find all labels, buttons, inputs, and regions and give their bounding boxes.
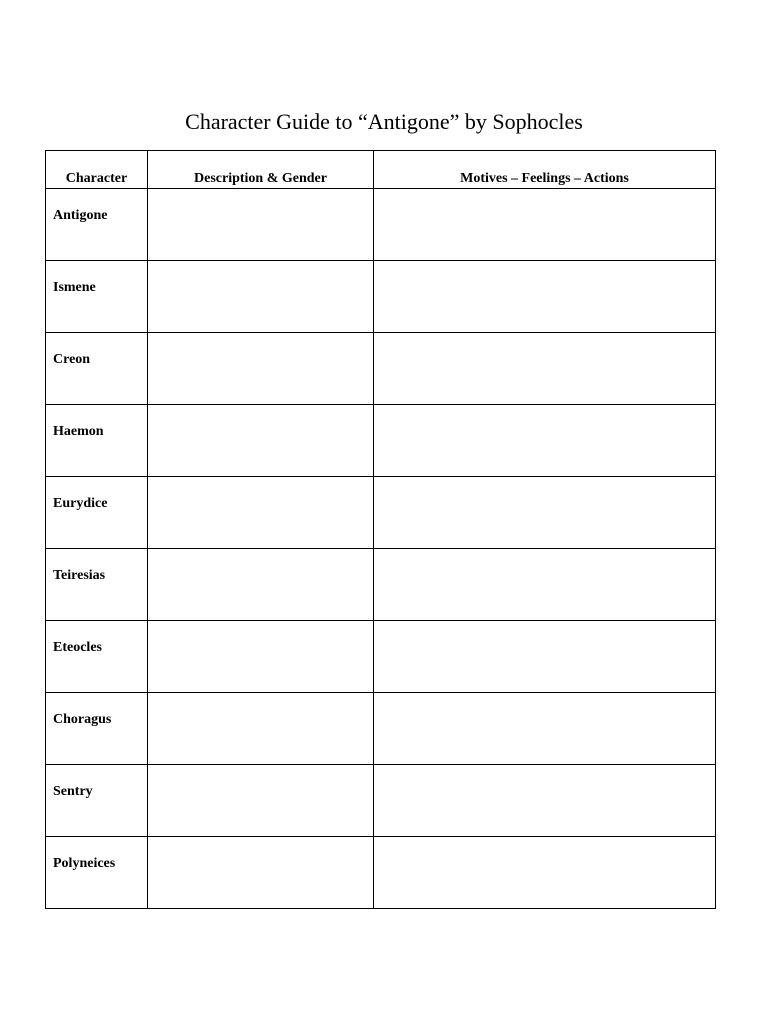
character-guide-table [45, 150, 716, 909]
character-name-cell: Eteocles [46, 621, 148, 693]
description-cell[interactable] [148, 837, 374, 909]
motives-cell[interactable] [374, 477, 716, 549]
motives-cell[interactable] [374, 405, 716, 477]
description-cell[interactable] [148, 621, 374, 693]
character-name-cell: Sentry [46, 765, 148, 837]
table-header-row [46, 151, 716, 189]
character-name-cell: Choragus [46, 693, 148, 765]
table-row [46, 333, 716, 405]
header-motives-feelings-actions: Motives – Feelings – Actions [374, 151, 716, 189]
header-character: Character [46, 151, 148, 189]
table-row [46, 405, 716, 477]
motives-cell[interactable] [374, 333, 716, 405]
page-title: Character Guide to “Antigone” by Sophocles [185, 109, 583, 134]
table-row [46, 837, 716, 909]
motives-cell[interactable] [374, 837, 716, 909]
character-name-cell: Antigone [46, 189, 148, 261]
description-cell[interactable] [148, 333, 374, 405]
character-name-cell: Eurydice [46, 477, 148, 549]
description-cell[interactable] [148, 477, 374, 549]
motives-cell[interactable] [374, 261, 716, 333]
motives-cell[interactable] [374, 549, 716, 621]
character-name-cell: Polyneices [46, 837, 148, 909]
description-cell[interactable] [148, 405, 374, 477]
table-row [46, 189, 716, 261]
character-name-cell: Haemon [46, 405, 148, 477]
table-row [46, 261, 716, 333]
table-row [46, 693, 716, 765]
table-row [46, 477, 716, 549]
description-cell[interactable] [148, 693, 374, 765]
motives-cell[interactable] [374, 693, 716, 765]
header-description-gender: Description & Gender [148, 151, 374, 189]
character-name-cell: Creon [46, 333, 148, 405]
table-row [46, 765, 716, 837]
table-row [46, 621, 716, 693]
motives-cell[interactable] [374, 765, 716, 837]
description-cell[interactable] [148, 189, 374, 261]
table-row [46, 549, 716, 621]
character-name-cell: Teiresias [46, 549, 148, 621]
character-name-cell: Ismene [46, 261, 148, 333]
description-cell[interactable] [148, 261, 374, 333]
description-cell[interactable] [148, 549, 374, 621]
motives-cell[interactable] [374, 621, 716, 693]
motives-cell[interactable] [374, 189, 716, 261]
description-cell[interactable] [148, 765, 374, 837]
